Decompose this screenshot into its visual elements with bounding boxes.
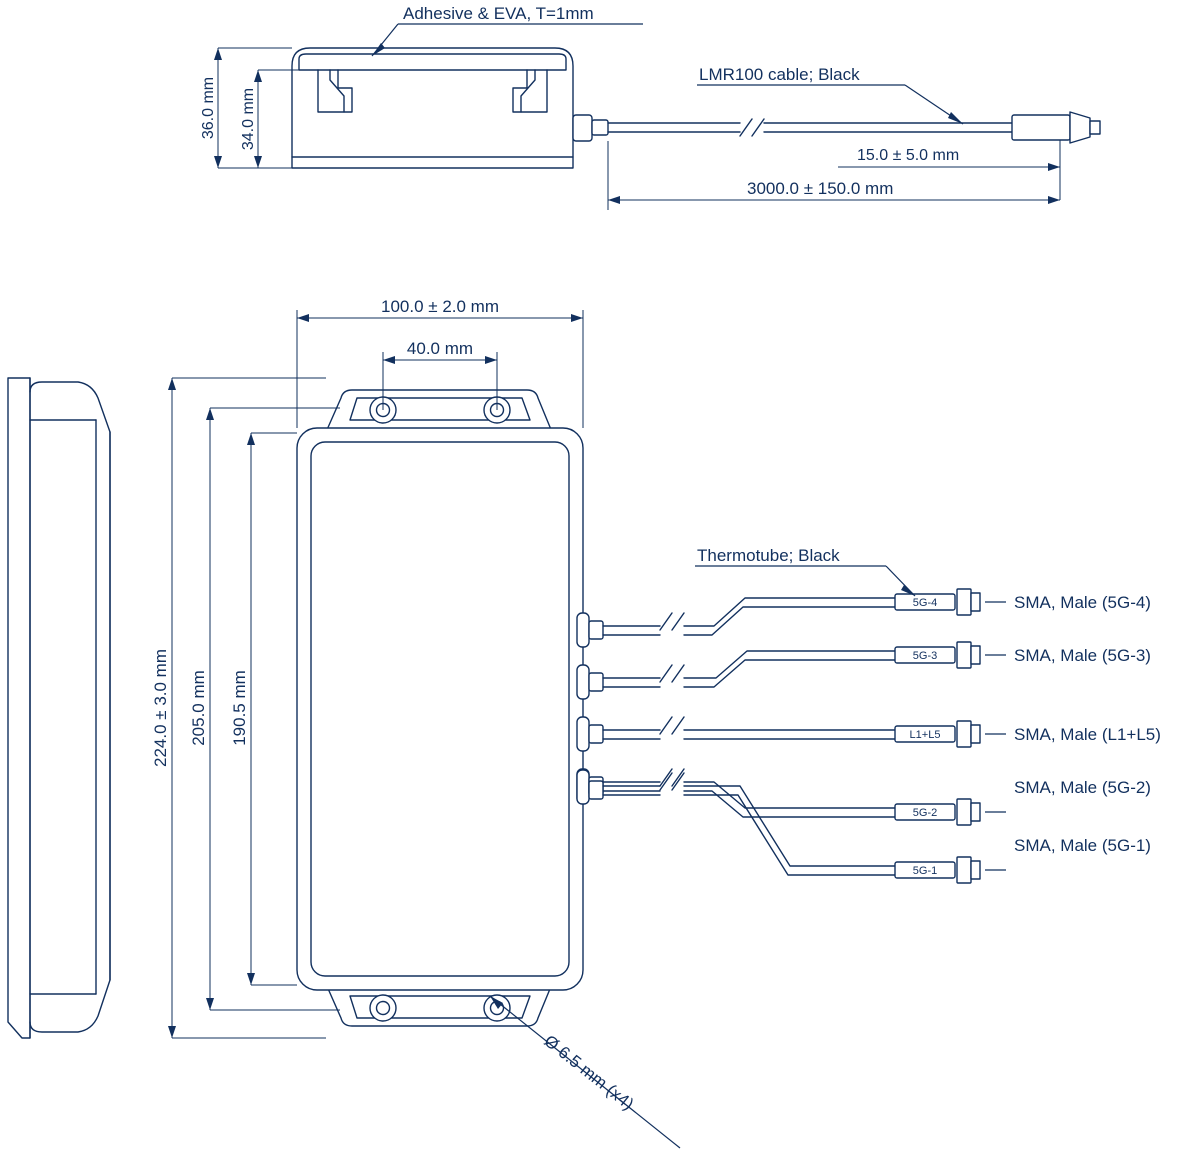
connector-label-5g-1: SMA, Male (5G-1) <box>1014 836 1151 855</box>
lmr-cable-label: LMR100 cable; Black <box>699 65 860 84</box>
left-side-profile-view <box>8 378 110 1038</box>
length-224-label: 224.0 ± 3.0 mm <box>151 649 170 767</box>
connector-label-5g-2: SMA, Male (5G-2) <box>1014 778 1151 797</box>
width-100-label: 100.0 ± 2.0 mm <box>381 297 499 316</box>
hole-diameter-label: Ø 6.5 mm (x4) <box>540 1031 638 1114</box>
cable-total-label: 3000.0 ± 150.0 mm <box>747 179 894 198</box>
cable-tag-5g-1: 5G-1 <box>912 865 938 877</box>
dimension-cable-total <box>608 141 1060 210</box>
connector-label-5g-3: SMA, Male (5G-3) <box>1014 646 1151 665</box>
cable-assembly-5g-2 <box>589 769 1151 825</box>
cable-assembly-l1-l5 <box>589 717 1161 747</box>
height-36-label: 36.0 mm <box>200 76 217 140</box>
annotation-hole-diameter <box>490 996 680 1148</box>
mounting-hole-bottom-right <box>484 995 510 1021</box>
dimension-height-34 <box>240 70 299 168</box>
cable-tag-5g-4: 5G-4 <box>912 597 938 609</box>
mounting-hole-bottom-left <box>370 995 396 1021</box>
cable-assembly-5g-4 <box>589 589 1151 639</box>
annotation-lmr-cable <box>697 65 963 124</box>
cable-tag-5g-2: 5G-2 <box>912 807 938 819</box>
cable-tag-5g-3: 5G-3 <box>912 650 938 662</box>
cable-assembly-5g-3 <box>589 642 1151 691</box>
connector-label-l1-l5: SMA, Male (L1+L5) <box>1014 725 1161 744</box>
top-side-profile-view <box>292 48 608 168</box>
thermotube-label: Thermotube; Black <box>697 546 840 565</box>
length-190-label: 190.5 mm <box>230 670 249 746</box>
width-40-label: 40.0 mm <box>406 339 474 358</box>
adhesive-label: Adhesive & EVA, T=1mm <box>403 4 594 23</box>
annotation-thermotube <box>695 546 915 596</box>
dimension-length-190 <box>230 433 297 985</box>
cable-tag-l1-l5: L1+L5 <box>909 729 941 741</box>
cable-tail-label: 15.0 ± 5.0 mm <box>857 147 960 164</box>
dimension-width-40 <box>383 339 497 410</box>
height-34-label: 34.0 mm <box>240 87 257 151</box>
top-view-cable <box>608 112 1100 143</box>
front-view-housing <box>297 390 583 1026</box>
connector-label-5g-4: SMA, Male (5G-4) <box>1014 593 1151 612</box>
length-205-label: 205.0 mm <box>189 670 208 746</box>
